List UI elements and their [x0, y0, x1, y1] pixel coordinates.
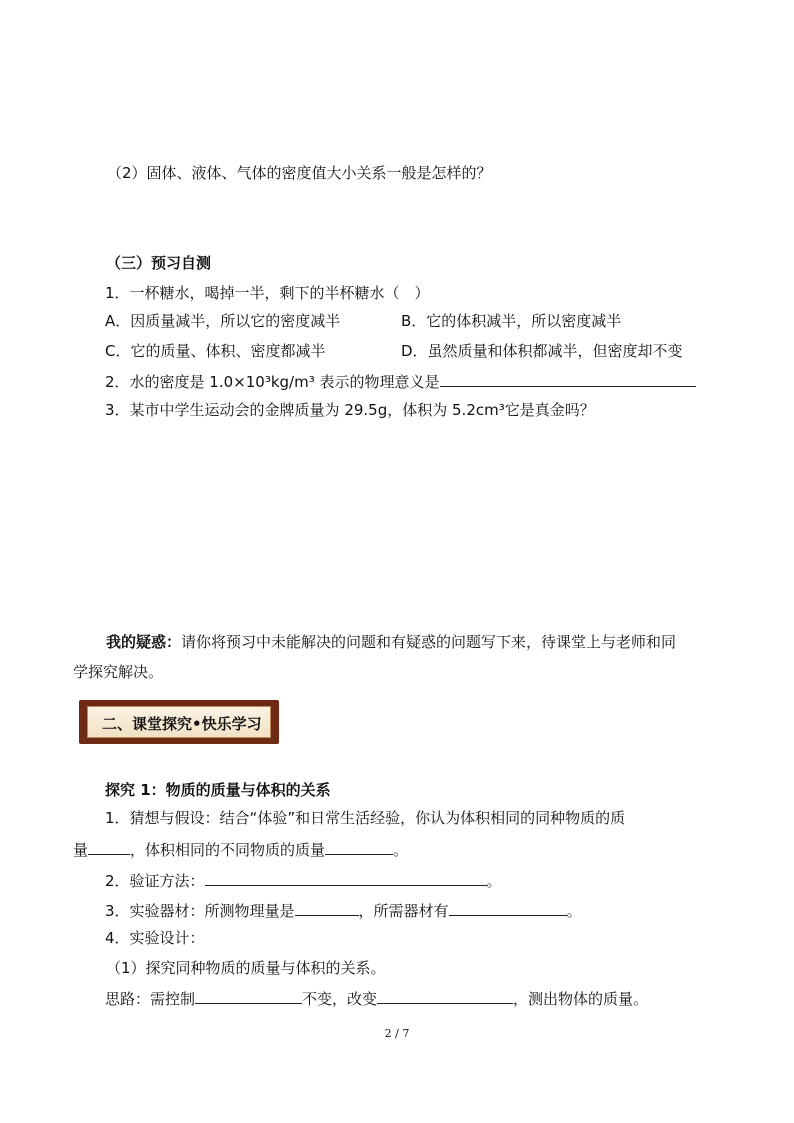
explore-item-4: 4．实验设计：	[105, 929, 205, 947]
explore-item-3	[105, 899, 582, 921]
self-test-option-a: A．因质量减半，所以它的密度减半	[105, 312, 341, 330]
text-fragment: 。	[566, 902, 582, 920]
text-fragment: 2．验证方法：	[105, 872, 205, 890]
doubts-line-1	[106, 632, 676, 652]
text-fragment: 。	[393, 841, 409, 859]
answer-blank[interactable]	[440, 370, 696, 387]
text-fragment: 3．实验器材：所测物理量是	[105, 902, 295, 920]
page-number: 2 / 7	[384, 1027, 410, 1040]
text-fragment: 。	[486, 872, 502, 890]
answer-blank[interactable]	[295, 899, 359, 916]
answer-blank[interactable]	[377, 987, 513, 1004]
text-fragment: ，测出物体的质量。	[513, 990, 649, 1008]
banner-scroll	[87, 706, 271, 738]
doubts-line-2: 学探究解决。	[73, 663, 164, 681]
self-test-q2-text: 2．水的密度是 1.0×10³kg/m³ 表示的物理意义是	[105, 373, 440, 391]
text-fragment: 不变，改变	[302, 990, 378, 1008]
text-fragment: ，体积相同的不同物质的质量	[130, 841, 326, 859]
self-test-option-d: D．虽然质量和体积都减半，但密度却不变	[401, 342, 683, 360]
explore-sub-1: （1）探究同种物质的质量与体积的关系。	[106, 959, 386, 977]
answer-blank[interactable]	[449, 899, 567, 916]
banner-title: 二、课堂探究•快乐学习	[102, 715, 262, 733]
text-fragment: ，所需器材有	[358, 902, 449, 920]
doubts-text-1: 请你将预习中未能解决的问题和有疑惑的问题写下来，待课堂上与老师和同	[181, 633, 677, 651]
answer-blank[interactable]	[205, 869, 487, 886]
self-test-q3: 3．某市中学生运动会的金牌质量为 29.5g，体积为 5.2cm³它是真金吗？	[105, 401, 595, 419]
doubts-label: 我的疑惑：	[106, 633, 182, 651]
section-3-heading: （三）预习自测	[106, 254, 212, 272]
explore-idea	[105, 987, 648, 1009]
section-banner	[79, 700, 279, 744]
answer-blank[interactable]	[325, 838, 393, 855]
question-2-text: （2）固体、液体、气体的密度值大小关系一般是怎样的？	[107, 164, 492, 182]
self-test-q2	[105, 370, 696, 392]
explore-item-2	[105, 869, 502, 891]
self-test-option-b: B．它的体积减半，所以密度减半	[401, 312, 622, 330]
text-fragment: 思路：需控制	[105, 990, 196, 1008]
self-test-option-c: C．它的质量、体积、密度都减半	[105, 342, 326, 360]
answer-blank[interactable]	[195, 987, 302, 1004]
explore-1-heading: 探究 1：物质的质量与体积的关系	[105, 781, 331, 799]
text-fragment: 量	[73, 841, 89, 859]
explore-item-1-line-2	[73, 838, 408, 860]
explore-item-1-line-1: 1．猜想与假设：结合“体验”和日常生活经验，你认为体积相同的同种物质的质	[105, 809, 626, 827]
self-test-q1: 1．一杯糖水，喝掉一半，剩下的半杯糖水（ ）	[105, 284, 430, 302]
answer-blank[interactable]	[88, 838, 130, 855]
